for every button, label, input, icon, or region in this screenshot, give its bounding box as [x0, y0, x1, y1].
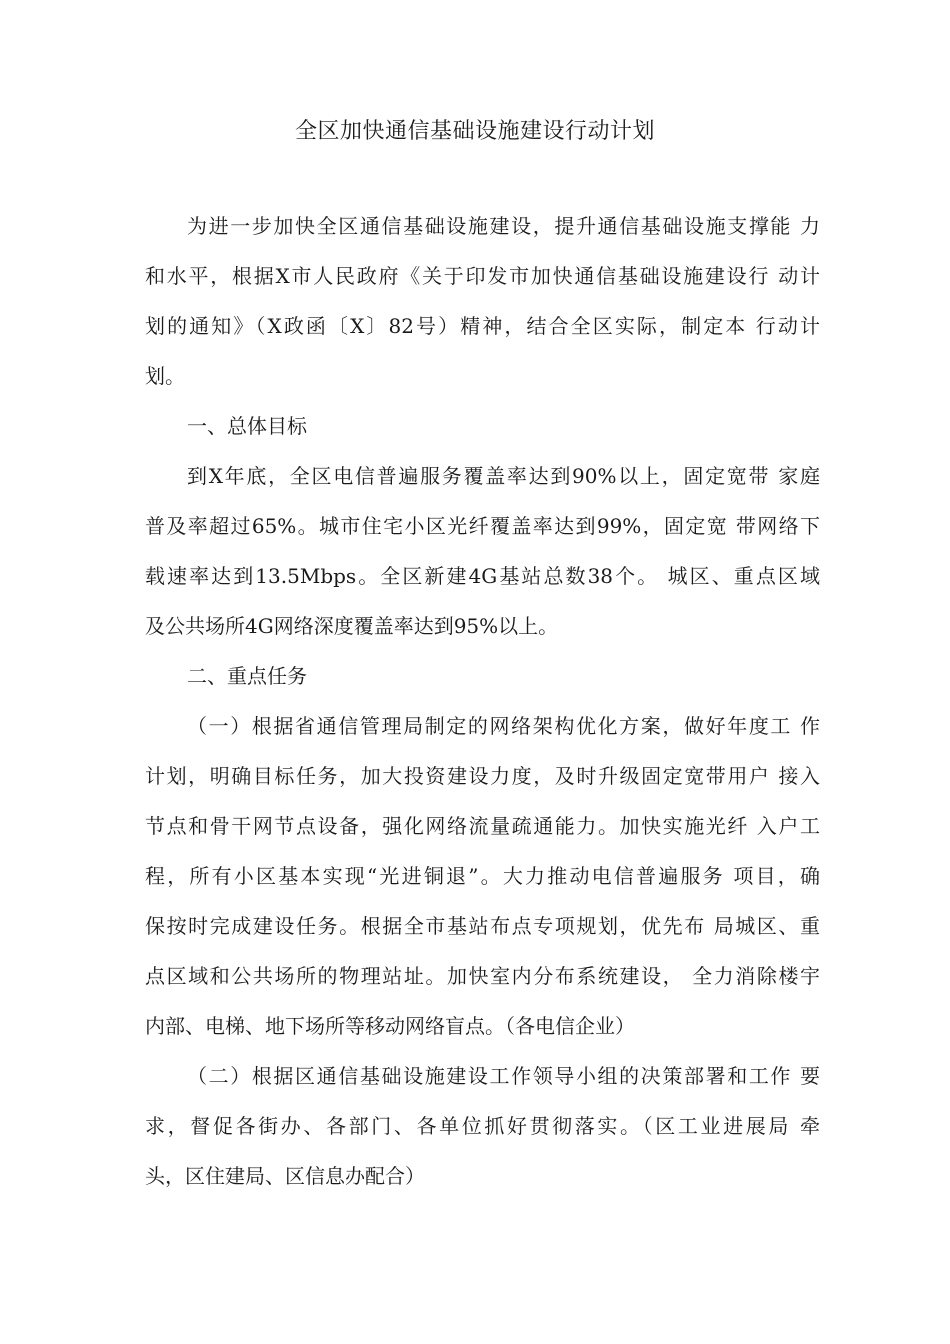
task-1-line-4: 程，所有小区基本实现“光进铜退”。大力推动电信普遍服务 项目，确 — [145, 864, 820, 888]
task-1-line-1: （一）根据省通信管理局制定的网络架构优化方案，做好年度工 作 — [187, 714, 820, 738]
task-2-line-3: 头，区住建局、区信息办配合） — [145, 1164, 425, 1188]
document-title: 全区加快通信基础设施建设行动计划 — [294, 119, 655, 144]
task-1-line-2: 计划，明确目标任务，加大投资建设力度，及时升级固定宽带用户 接入 — [145, 764, 820, 788]
task-2-line-1: （二）根据区通信基础设施建设工作领导小组的决策部署和工作 要 — [187, 1064, 820, 1088]
section-heading-key-tasks: 二、重点任务 — [187, 664, 307, 688]
task-1-line-5: 保按时完成建设任务。根据全市基站布点专项规划，优先布 局城区、重 — [145, 914, 820, 938]
goals-line-1: 到X年底，全区电信普遍服务覆盖率达到90%以上，固定宽带 家庭 — [187, 464, 820, 488]
goals-line-3: 载速率达到13.5Mbps。全区新建4G基站总数38个。 城区、重点区域 — [145, 564, 820, 588]
task-1-line-6: 点区域和公共场所的物理站址。加快室内分布系统建设， 全力消除楼宇 — [145, 964, 820, 988]
intro-line-3: 划的通知》（X政函〔X〕82号）精神，结合全区实际，制定本 行动计 — [145, 314, 820, 338]
goals-line-4: 及公共场所4G网络深度覆盖率达到95%以上。 — [145, 614, 559, 638]
intro-line-4: 划。 — [145, 364, 185, 388]
goals-line-2: 普及率超过65%。城市住宅小区光纤覆盖率达到99%，固定宽 带网络下 — [145, 514, 820, 538]
section-heading-overall-goals: 一、总体目标 — [187, 414, 307, 438]
intro-line-2: 和水平，根据X市人民政府《关于印发市加快通信基础设施建设行 动计 — [145, 264, 820, 288]
task-1-line-3: 节点和骨干网节点设备，强化网络流量疏通能力。加快实施光纤 入户工 — [145, 814, 820, 838]
intro-line-1: 为进一步加快全区通信基础设施建设，提升通信基础设施支撑能 力 — [187, 214, 820, 238]
task-2-line-2: 求，督促各街办、各部门、各单位抓好贯彻落实。（区工业进展局 牵 — [145, 1114, 820, 1138]
task-1-line-7: 内部、电梯、地下场所等移动网络盲点。（各电信企业） — [145, 1014, 635, 1038]
